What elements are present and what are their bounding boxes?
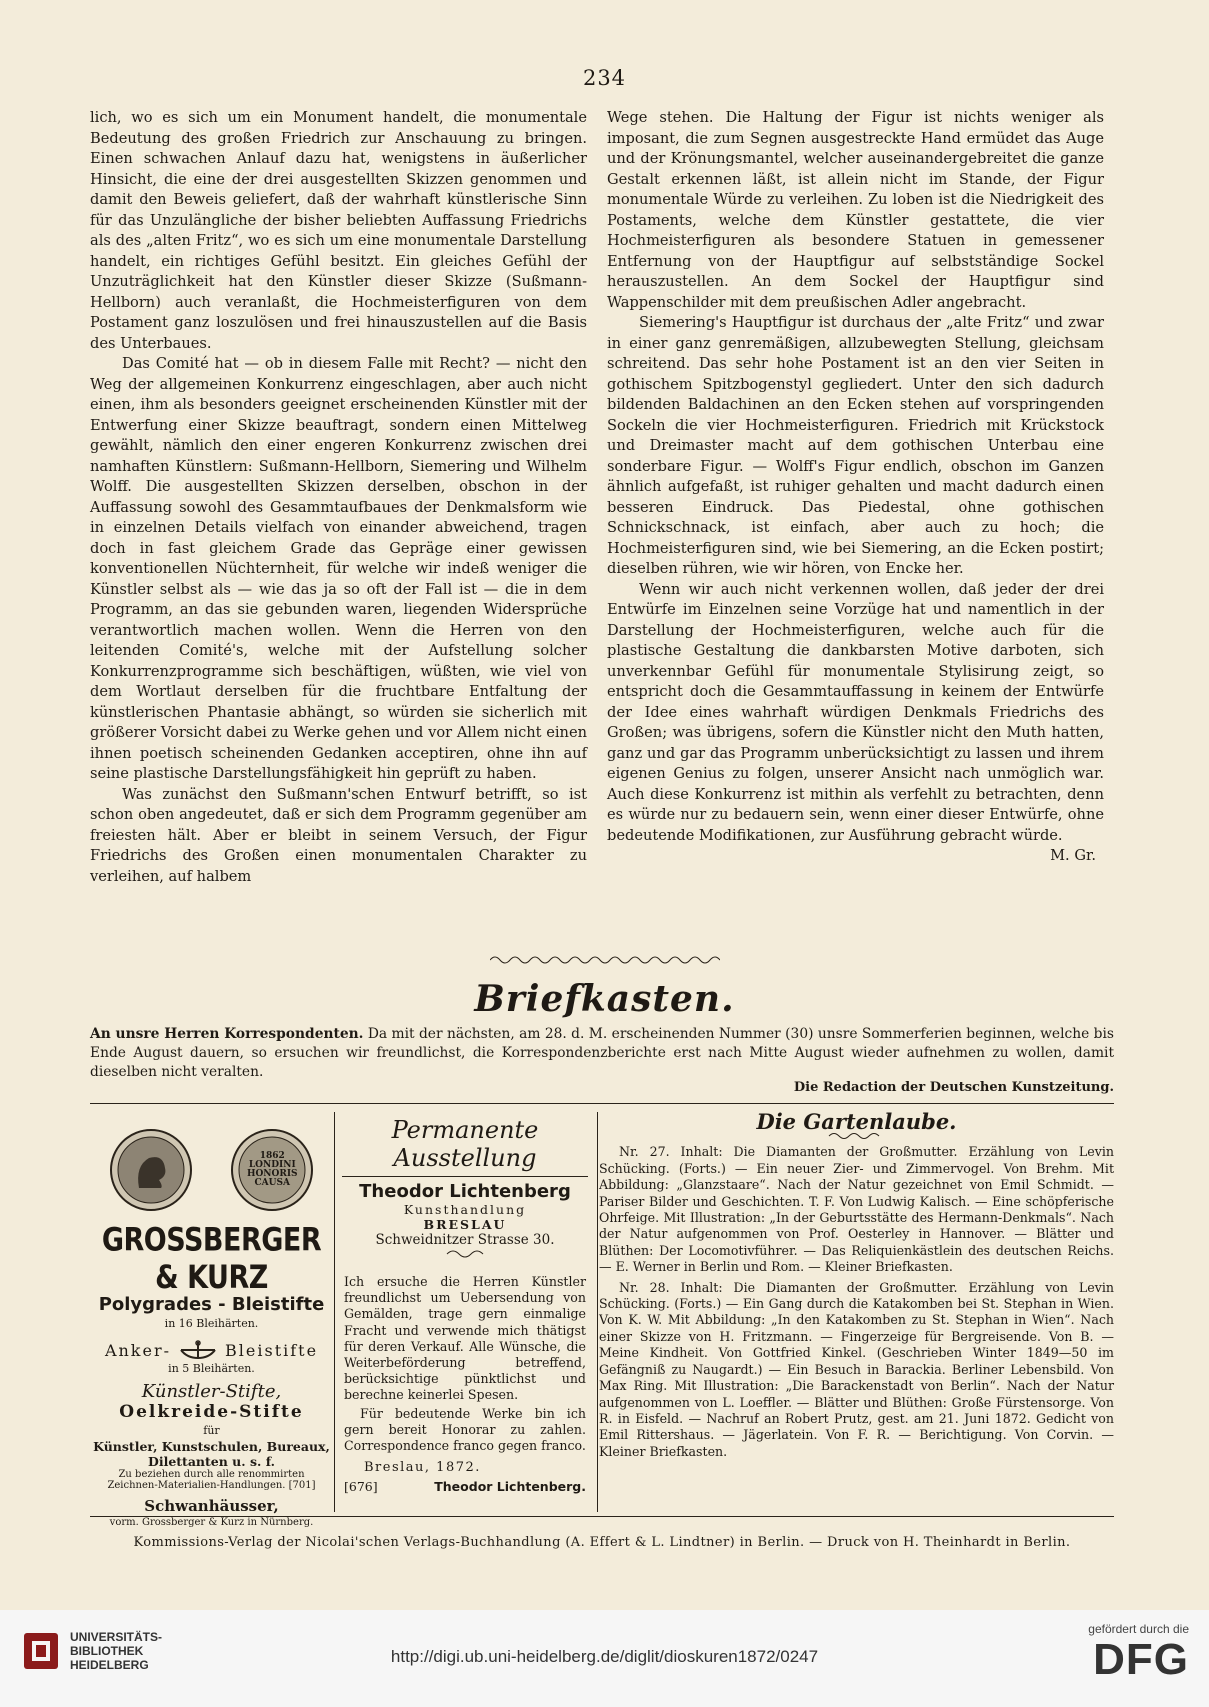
ad-separator-2 [597,1112,598,1512]
polygrades: Polygrades - Bleistifte [98,1294,325,1315]
note-line-2: Zeichnen-Materialien-Handlungen. [701] [107,1480,316,1491]
imprint: Kommissions-Verlag der Nicolai'schen Verlags-Buchhandlung (A. Effert & L. Lindtner) in Berlin. — Druck von H. Theinhardt in Berlin. [133,1535,1071,1550]
lichtenberg-title: Permanente Ausstellung [342,1116,588,1177]
lichtenberg-foot [344,1479,586,1494]
ad-grossberger [90,1112,333,1528]
briefkasten-lead: An unsre Herren Korrespondenten. [90,1026,364,1042]
medal-honoris-text: 1862 LONDINI HONORIS CAUSA [246,1151,298,1188]
funded-by: gefördert durch die [1088,1622,1189,1636]
lichtenberg-date: Breslau, 1872. [364,1460,481,1476]
right-paragraph-3: Wenn wir auch nicht verkennen wollen, daß jeder der drei Entwürfe im Einzelnen seine Vorzüge hat und namentlich in der Darstellung der Hochmeisterfiguren, welche auch für die plastische Gestaltung die dankbarsten Motive darboten, sich unverkennbar Gefühl für monumentale Stylisirung zeigt, so entspricht doch die Gesammtauffassung in keinem der Entwürfe der Idee eines wahrhaft würdigen Denkmals Friedrichs des Großen; was übrigens, sofern die Künstler nicht den Muth hatten, ganz und gar das Programm unberücksichtigt zu lassen und ihrem eigenen Genius zu folgen, unserer Ansicht nach unmöglich war. Auch diese Konkurrenz ist mithin als verfehlt zu betrachten, denn es würde nur zu bedauern sein, wenn einer dieser Entwürfe, ohne bedeutende Modifikationen, zur Ausführung gebracht würde. [607,580,1104,844]
owner-note: vorm. Grossberger & Kurz in Nürnberg. [109,1517,314,1528]
oelkreide-stifte: Oelkreide-Stifte [119,1402,304,1422]
left-paragraph-2: Das Comité hat — ob in diesem Falle mit Recht? — nicht den Weg der allgemeinen Konkurrenz eingeschlagen, aber auch nicht einen, ihm als besonders geeignet erscheinenden Künstler mit der Entwerfung einer Skizze beauftragt, sondern einen Mittelweg gewählt, nämlich den einer engeren Konkurrenz zwischen drei namhaften Künstlern: Sußmann-Hellborn, Siemering und Wilhelm Wolff. Die ausgestellten Skizzen derselben, obschon in der Auffassung sowohl des Gesammtaufbaues der Denkmalsform wie in einzelnen Details vielfach von einander abweichend, tragen doch in fast gleichem Grade das Gepräge einer gewissen konventionellen Nüchternheit, für welche wir indeß weniger die Künstler selbst als — wie das ja so oft der Fall ist — die in dem Programm, an das sie gebunden waren, liegenden Widersprüche verantwortlich machen wollen. Wenn die Herren von den leitenden Comité's, welche mit der Aufstellung solcher Konkurrenzprogramme sich beschäftigen, wüßten, wie viel von dem Wortlaut derselben für die fruchtbare Entfaltung der künstlerischen Phantasie abhängt, so würden sie sicherlich mit größerer Vorsicht dabei zu Werke gehen und vor Allem nicht einen ihnen poetisch scheinenden Gedanken acceptiren, ohne ihn auf seine plastische Darstellungsfähigkeit hin geprüft zu haben. [90,355,587,782]
anker-row [90,1340,333,1360]
note-line-1: Zu beziehen durch alle renommirten [118,1469,305,1480]
medal-honoris [230,1128,314,1212]
gartenlaube-nr27: Nr. 27. Inhalt: Die Diamanten der Großmutter. Erzählung von Levin Schücking. (Forts.) — Ein neuer Zier- und Zimmervogel. Von Brehm. Mit Abbildung: „Glanzstaare“. Nach der Natur gezeichnet von Emil Schmidt. — Pariser Bilder und Geschichten. T. F. Von Ludwig Kalisch. — Eine schöpferische Ohrfeige. Mit Illustration: „In der Geburtsstätte des Hermann-Denkmals“. Nach der Natur aufgenommen von Prof. Oesterley in Hannover. — Blätter und Blüthen: Der Locomotivführer. — Das Reliquienkästlein des deutschen Reichs. — E. Werner in Berlin und Rom. — Kleiner Briefkasten. [599,1144,1114,1275]
article-signature: M. Gr. [1050,847,1096,864]
dfg-text: DFG [1093,1635,1189,1684]
medal-row [90,1120,333,1220]
kuenstler-stifte: Künstler-Stifte, [141,1381,282,1402]
target-line-1: Künstler, Kunstschulen, Bureaux, [93,1439,330,1454]
lichtenberg-ref: [676] [344,1479,378,1495]
ad-gartenlaube [599,1109,1114,1512]
ad-separator-1 [334,1112,335,1512]
ornament-icon [445,1248,485,1260]
lichtenberg-body: Ich ersuche die Herren Künstler freundlichst um Uebersendung von Gemälden, trage gern einmalige Fracht und verwende mich thätigst für deren Verkauf. Alle Wünsche, die Weiterbeförderung betreffend, berücksichtige pünktlichst und berechne keinerlei Spesen. [344,1274,586,1403]
gartenlaube-title: Die Gartenlaube. [756,1109,957,1134]
briefkasten-text [90,1025,1114,1082]
anchor-icon [177,1340,219,1360]
lichtenberg-name: Theodor Lichtenberg [359,1181,571,1202]
library-line-2: BIBLIOTHEK [70,1644,144,1658]
anker-label: Anker- [104,1340,172,1360]
lichtenberg-type: Kunsthandlung [403,1202,527,1217]
page-number: 234 [582,66,627,90]
permalink[interactable]: http://digi.ub.uni-heidelberg.de/diglit/dioskuren1872/0247 [390,1647,819,1666]
wavy-divider [490,952,720,968]
lichtenberg-sign: Theodor Lichtenberg. [434,1479,586,1495]
dfg-logo[interactable] [1088,1622,1189,1684]
left-column [90,108,587,887]
ad-lichtenberg [336,1112,594,1512]
lichtenberg-street: Schweidnitzer Strasse 30. [375,1232,555,1248]
target-line-2: Dilettanten u. s. f. [147,1454,275,1469]
medal-portrait-icon [109,1128,193,1212]
lichtenberg-body-2: Für bedeutende Werke bin ich gern bereit Honorar zu zahlen. Correspondence franco gegen franco. [344,1405,586,1454]
gartenlaube-nr28: Nr. 28. Inhalt: Die Diamanten der Großmutter. Erzählung von Levin Schücking. (Forts.) — Ein Gang durch die Katakomben bei St. Stephan in Wien. Von K. W. Mit Abbildung: „In den Katakomben zu St. Stephan in Wien“. Nach einer Skizze von H. Fritzmann. — Fingerzeige für Bergreisende. Von B. — Meine Kindheit. Von Gottfried Kinkel. (Geschrieben Winter 1849—50 im Gefängniß zu Naugardt.) — Ein Besuch in Barackia. Berliner Lebensbild. Von Max Ring. Mit Illustration: „Die Barackenstadt von Berlin“. Nach der Natur aufgenommen von L. Loeffler. — Blätter und Blüthen: Große Fürstensorge. Von R. in Eisfeld. — Nachruf an Robert Prutz, gest. am 21. Juni 1872. Gedicht von Emil Rittershaus. — Jägerlatein. Von F. R. — Berichtigung. Von Corvin. — Kleiner Briefkasten. [599,1279,1114,1459]
briefkasten-body: Da mit der nächsten, am 28. d. M. erscheinenden Nummer (30) unsre Sommerferien beginnen, welche bis Ende August dauern, so ersuchen wir freundlichst, die Korrespondenzberichte erst nach Mitte August wieder aufnehmen zu wollen, damit dieselben nicht veralten. [90,1026,1114,1080]
viewer-footer [0,1610,1209,1707]
left-paragraph-3: Was zunächst den Sußmann'schen Entwurf betrifft, so ist schon oben angedeutet, daß er sich dem Programm gegenüber am freiesten hält. Aber er bleibt in seinem Versuch, der Figur Friedrichs des Großen einen monumentalen Charakter zu verleihen, auf halbem [90,785,587,885]
briefkasten-title: Briefkasten. [474,978,735,1020]
grades-16: in 16 Bleihärten. [164,1317,259,1330]
right-column [607,108,1104,867]
fuer-label: für [203,1424,220,1437]
right-paragraph-1: Wege stehen. Die Haltung der Figur ist nichts weniger als imposant, die zum Segnen ausgestreckte Hand ermüdet das Auge und der Krönungsmantel, welcher auseinandergebreitet die ganze Gestalt erkennen läßt, ist allein nicht im Stande, der Figur monumentale Würde zu verleihen. Zu loben ist die Niedrigkeit des Postaments, welche dem Künstler gestattete, die vier Hochmeisterfiguren als besondere Statuen in gemessener Entfernung von der Hauptfigur auf selbstständige Sockel herauszustellen. An dem Sockel der Hauptfigur sind Wappenschilder mit dem preußischen Adler angebracht. [607,109,1104,311]
briefkasten-signature: Die Redaction der Deutschen Kunstzeitung. [793,1080,1114,1095]
right-paragraph-2: Siemering's Hauptfigur ist durchaus der „alte Fritz“ und zwar in einer ganz genremäßigen, allzubewegten Stellung, gleichsam schreitend. Das sehr hohe Postament ist an den vier Seiten in gothischem Spitzbogenstyl gegliedert. Unter den sich dadurch bildenden Baldachinen an den Ecken stehen auf vorspringenden Sockeln die vier Hochmeisterfiguren. Friedrich mit Krückstock und Dreimaster macht auf dem gothischen Unterbau eine sonderbare Figur. — Wolff's Figur endlich, obschon im Ganzen ähnlich aufgefaßt, ist ruhiger gehalten und macht dadurch einen besseren Eindruck. Das Piedestal, ohne gothischen Schnickschnack, ist einfach, aber auch zu hoch; die Hochmeisterfiguren sind, wie bei Siemering, an die Ecken postirt; dieselben rühren, wie wir hören, von Encke her. [607,314,1104,577]
library-line-1: UNIVERSITÄTS- [70,1630,163,1644]
left-paragraph-1: lich, wo es sich um ein Monument handelt, die monumentale Bedeutung des großen Friedrich zur Anschauung zu bringen. Einen schwachen Anlauf dazu hat, wenigstens in äußerlicher Hinsicht, die eine der drei ausgestellten Skizzen genommen und damit den Beweis geliefert, daß der wahrhaft künstlerische Sinn für das Unzulängliche der bisher beliebten Auffassung Friedrichs als des „alten Fritz“, wo es sich um eine monumentale Darstellung handelt, ein richtiges Gefühl besitzt. Ein gleiches Gefühl der Unzuträglichkeit hat den Künstler dieser Skizze (Sußmann-Hellborn) auch veranlaßt, die Hochmeisterfiguren von dem Postament ganz loszulösen und frei hinauszustellen auf die Basis des Unterbaues. [90,109,587,352]
wave-ornament-icon [827,1130,887,1142]
anker-bleistifte: Bleistifte [225,1340,319,1360]
grades-5: in 5 Bleihärten. [168,1362,255,1375]
lichtenberg-city: BRESLAU [423,1217,507,1232]
owner-name: Schwanhäusser, [144,1497,279,1515]
gartenlaube-wave [599,1130,1114,1144]
library-line-3: HEIDELBERG [70,1658,149,1672]
brand-grossberger: GROSSBERGER & KURZ [101,1221,322,1297]
rule-top [90,1103,1114,1104]
